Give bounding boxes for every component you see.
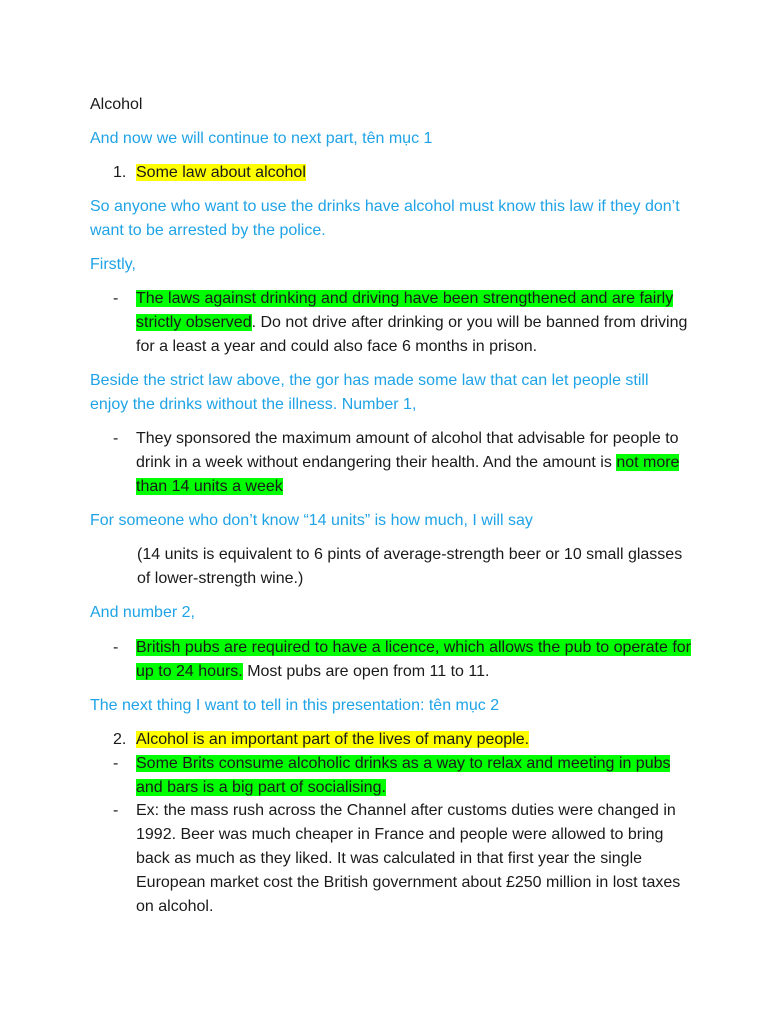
bullet-max-units	[113, 427, 693, 499]
doc-title: Alcohol	[90, 96, 143, 113]
bullet-3-highlight: British pubs are required to have a licence, which allows the pub to operate for up to 24 hours.	[136, 639, 691, 680]
law-intro-paragraph: So anyone who want to use the drinks have alcohol must know this law if they don’t want to be arrested by the police.	[90, 198, 680, 239]
section-2-heading	[113, 728, 693, 752]
intro-line: And now we will continue to next part, tên mục 1	[90, 130, 433, 147]
bullet-dash: -	[113, 290, 119, 307]
bullet-1-text: . Do not drive after drinking or you will be banned from driving for a least a year and could also face 6 months in prison.	[136, 314, 688, 355]
bullet-dash: -	[113, 755, 119, 772]
beside-paragraph: Beside the strict law above, the gor has made some law that can let people still enjoy the drinks without the illness. Number 1,	[90, 372, 649, 413]
bullet-5-text: Ex: the mass rush across the Channel after customs duties were changed in 1992. Beer was much cheaper in France and people were allowed to bring back as much as they liked. It was calculated in that first year the single European market cost the British government about £250 million in lost taxes on alcohol.	[136, 802, 681, 915]
bullet-pub-licence	[113, 636, 693, 684]
bullet-channel-example	[113, 799, 693, 919]
units-note: (14 units is equivalent to 6 pints of average-strength beer or 10 small glasses of lower-strength wine.)	[137, 546, 683, 587]
list-number: 2.	[113, 731, 127, 748]
bullet-2-text: They sponsored the maximum amount of alcohol that advisable for people to drink in a week without endangering their health. And the amount is	[136, 430, 679, 471]
bullet-drink-driving	[113, 287, 693, 359]
bullet-2-highlight: not more than 14 units a week	[136, 454, 680, 495]
bullet-dash: -	[113, 639, 119, 656]
section-1-heading	[113, 161, 693, 185]
bullet-dash: -	[113, 802, 119, 819]
firstly-line: Firstly,	[90, 256, 136, 273]
next-thing-line: The next thing I want to tell in this presentation: tên mục 2	[90, 697, 500, 714]
bullet-dash: -	[113, 430, 119, 447]
list-number: 1.	[113, 164, 127, 181]
someone-line: For someone who don’t know “14 units” is how much, I will say	[90, 512, 533, 529]
bullet-3-text: Most pubs are open from 11 to 11.	[242, 663, 490, 680]
bullet-1-highlight: The laws against drinking and driving have been strengthened and are fairly strictly observed	[136, 290, 674, 331]
section-2-text: Alcohol is an important part of the lives of many people.	[136, 731, 530, 748]
bullet-4-highlight: Some Brits consume alcoholic drinks as a way to relax and meeting in pubs and bars is a big part of socialising.	[136, 755, 671, 796]
bullet-socialising	[113, 752, 693, 800]
number-2-line: And number 2,	[90, 604, 195, 621]
section-1-text: Some law about alcohol	[136, 164, 306, 181]
